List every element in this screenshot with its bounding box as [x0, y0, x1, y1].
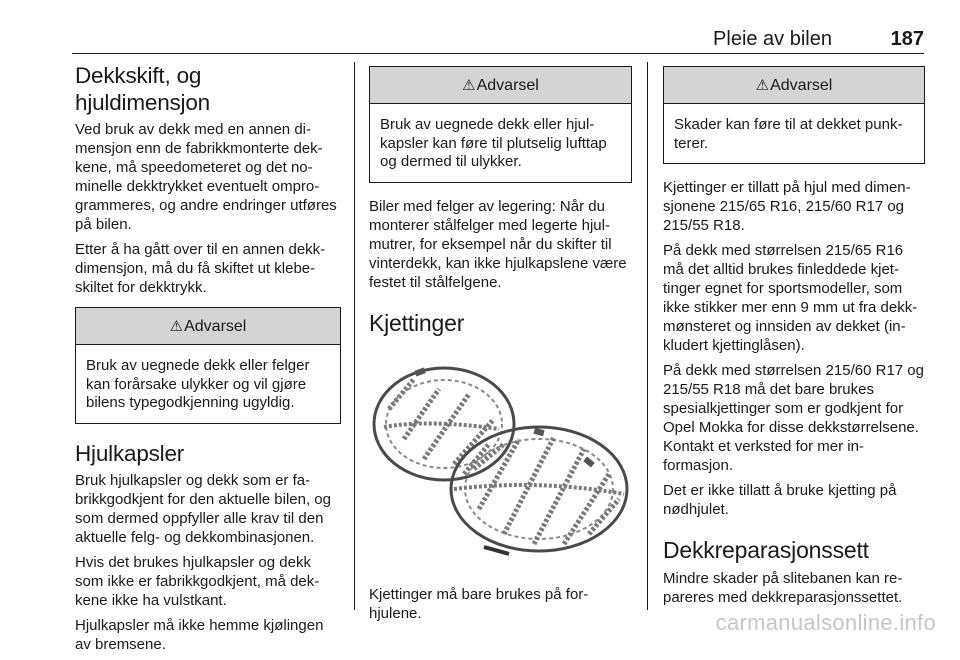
paragraph: Kjettinger er tillatt på hjul med dimensjonene 215/65 R16, 215/60 R17 og 215/55 R18.	[663, 179, 911, 234]
warning-box	[663, 66, 925, 164]
paragraph: Kjettinger må bare brukes på forhjulene.	[369, 586, 589, 623]
warning-triangle-icon: ⚠	[169, 318, 184, 335]
paragraph: Mindre skader på slitebanen kan repareres med dekkreparasjonssettet.	[663, 569, 903, 606]
column-divider	[354, 62, 355, 610]
page-header	[72, 24, 924, 54]
warning-title: Advarsel	[476, 77, 539, 94]
warning-box	[369, 66, 632, 183]
column-1	[75, 62, 341, 660]
paragraph: På dekk med størrelsen 215/60 R17 og 215/55 R18 må det bare brukes spesialkjettinger som er godkjent for Opel Mokka for disse dekkstørrelsene. Kontakt et verksted for mer informasjon.	[663, 362, 924, 474]
warning-header	[370, 67, 631, 104]
page-number: 187	[890, 28, 924, 50]
heading-chains: Kjettinger	[369, 309, 465, 336]
warning-text: Skader kan føre til at dekket punkterer.	[674, 116, 903, 152]
paragraph: Ved bruk av dekk med en annen dimensjon enn de fabrikkmonterte dekkene, må speedometeret og det nominelle dekktrykket eventuelt omprogrammeres, og andre endringer utføres på bilen.	[75, 121, 337, 233]
watermark: carmanualsonline.info	[715, 610, 936, 635]
warning-header	[76, 308, 340, 345]
warning-triangle-icon: ⚠	[755, 77, 770, 94]
column-3	[663, 62, 925, 613]
heading-tyre-change: Dekkskift, og hjuldimensjon	[75, 63, 210, 115]
paragraph: Bruk hjulkapsler og dekk som er fabrikkgodkjent for den aktuelle bilen, og som dermed oppfyller alle krav til den aktuelle felg- og dekkombinasjonen.	[75, 471, 331, 546]
paragraph: På dekk med størrelsen 215/65 R16 må det alltid brukes finleddede kjettinger egnet for sportsmodeller, som ikke stikker mer enn 9 mm ut fra dekkmønsteret og innsiden av dekket (inkludert kjettinglåsen).	[663, 242, 918, 354]
section-title: Pleie av bilen	[713, 28, 832, 50]
paragraph: Biler med felger av legering: Når du monterer stålfelger med legerte hjulmutrer, for eksempel når du skifter til vinterdekk, kan ikke hjulkapslene være festet til stålfelgene.	[369, 197, 627, 291]
heading-hubcaps: Hjulkapsler	[75, 440, 185, 466]
warning-title: Advarsel	[184, 318, 247, 335]
warning-title: Advarsel	[770, 77, 833, 94]
header-rule	[72, 53, 924, 54]
paragraph: Etter å ha gått over til en annen dekkdimensjon, må du få skiftet ut klebeskiltet for dekktrykk.	[75, 241, 326, 296]
paragraph: Hjulkapsler må ikke hemme kjølingen av bremsene.	[75, 616, 324, 653]
paragraph: Hvis det brukes hjulkapsler og dekk som ikke er fabrikkgodkjent, må dekkene ikke ha vulstkant.	[75, 553, 320, 609]
heading-tyre-repair-kit: Dekkreparasjonssett	[663, 537, 869, 563]
column-2	[369, 62, 632, 629]
column-divider	[647, 62, 648, 610]
warning-triangle-icon: ⚠	[462, 77, 476, 94]
warning-box	[75, 307, 341, 424]
snow-chains-illustration	[369, 349, 632, 561]
paragraph: Det er ikke tillatt å bruke kjetting på nødhjulet.	[663, 482, 897, 518]
warning-header	[664, 67, 924, 104]
warning-text: Bruk av uegnede dekk eller hjulkapsler kan føre til plutselig lufttap og dermed til ulykker.	[380, 116, 607, 170]
warning-text: Bruk av uegnede dekk eller felger kan forårsake ulykker og vil gjøre bilens typegodkjenning ugyldig.	[86, 357, 310, 411]
